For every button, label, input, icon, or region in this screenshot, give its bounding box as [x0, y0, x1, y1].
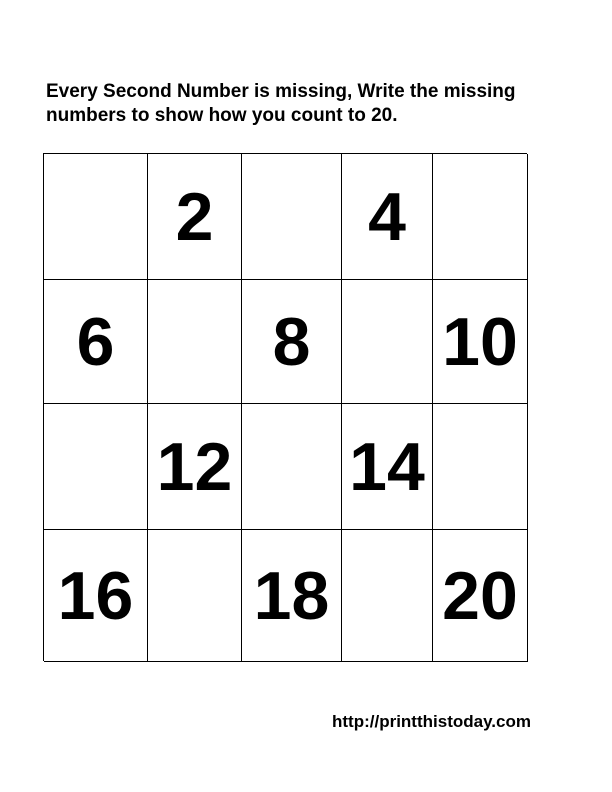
grid-cell-17[interactable]: [148, 530, 242, 662]
grid-cell-16: 16: [44, 530, 148, 662]
grid-cell-3[interactable]: [242, 154, 342, 280]
grid-cell-13[interactable]: [242, 404, 342, 530]
grid-cell-19[interactable]: [342, 530, 433, 662]
grid-cell-11[interactable]: [44, 404, 148, 530]
grid-cell-15[interactable]: [433, 404, 528, 530]
grid-cell-10: 10: [433, 280, 528, 404]
grid-cell-7[interactable]: [148, 280, 242, 404]
number-grid: [43, 153, 527, 661]
grid-cell-9[interactable]: [342, 280, 433, 404]
grid-cell-14: 14: [342, 404, 433, 530]
grid-cell-1[interactable]: [44, 154, 148, 280]
footer-url: http://printthistoday.com: [332, 712, 531, 731]
grid-cell-12: 12: [148, 404, 242, 530]
instructions-line-2: numbers to show how you count to 20.: [46, 105, 398, 126]
instructions-line-1: Every Second Number is missing, Write the missing: [46, 81, 516, 102]
grid-cell-18: 18: [242, 530, 342, 662]
grid-cell-20: 20: [433, 530, 528, 662]
worksheet-instructions: [46, 80, 566, 128]
grid-cell-6: 6: [44, 280, 148, 404]
grid-cell-4: 4: [342, 154, 433, 280]
grid-cell-8: 8: [242, 280, 342, 404]
grid-cell-2: 2: [148, 154, 242, 280]
grid-cell-5[interactable]: [433, 154, 528, 280]
